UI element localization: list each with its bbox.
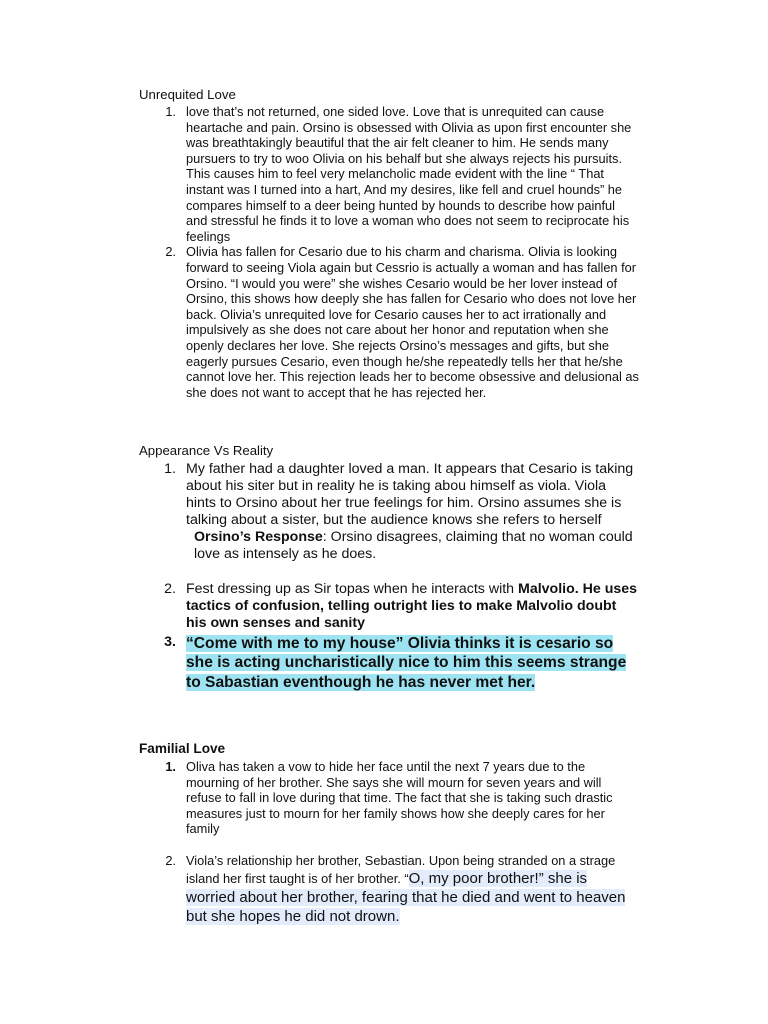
section-title: Familial Love [139,741,226,756]
list-item-note [186,529,639,563]
list-item-text [186,461,639,529]
text-run: Oliva has taken a vow to hide her face until the next 7 years due to the mourning of her brother. She says she will mourn for seven years and will refuse to fall in love during that time. The fact that she is taking such drastic measures just to mourn for her family shows how she deeply cares for her family [186,759,613,837]
list-number: 2. [165,852,176,868]
list-item-text [186,244,639,400]
bold-text: Malvolio. He uses tactics of confusion, telling outright lies to make Malvolio doubt his own senses and sanity [186,581,638,631]
list-item [139,581,639,632]
section-title: Unrequited Love [139,87,236,102]
list-item [139,244,639,400]
list-item [139,634,639,692]
section-unrequited-love [139,87,639,400]
section-appearance-vs-reality [139,443,639,692]
section-familial-love [139,741,639,926]
text-run: My father had a daughter loved a man. It appears that Cesario is taking about his siter but in reality he is taking abou himself as viola. Viola hints to Orsino about her true feelings for him. Orsino assumes she is talking about a sister, but the audience knows she refers to herself [186,461,634,528]
list-item-text [186,634,639,692]
list-item [139,104,639,244]
text-run: Olivia has fallen for Cesario due to his charm and charisma. Olivia is looking forward to seeing Viola again but Cessrio is actually a woman and has fallen for Orsino. “I would you were” she wishes Cesario would be her lover instead of Orsino, this shows how deeply she has fallen for Cesario who does not love her back. Olivia’s unrequited love for Cesario causes her to act irrationally and impulsively as she does not care about her honor and reputation when she openly declares her love. She rejects Orsino’s messages and gifts, but she eagerly pursues Cesario, even though he/she repeatedly tells her that he/she cannot love her. This rejection leads her to become obsessive and delusional as she does not want to accept that he has rejected her. [186,244,639,400]
list-item [139,461,639,563]
text-run: Fest dressing up as Sir topas when he interacts with [186,581,518,597]
list [139,104,639,400]
list-item-text [186,581,639,632]
section-title: Appearance Vs Reality [139,443,274,458]
list [139,759,639,926]
list-number: 1. [165,759,176,774]
list-number: 1. [165,104,176,119]
text-run: love that’s not returned, one sided love. Love that is unrequited can cause heartache and pain. Orsino is obsessed with Olivia as upon first encounter she was breathtakingly beautiful that the air felt cleaner to him. He sends many pursuers to try to woo Olivia on his behalf but she always rejects his pursuits. This causes him to feel very melancholic made evident with the line “ That instant was I turned into a hart, And my desires, like fell and cruel hounds” he compares himself to a deer being hunted by hounds to describe how painful and stressful he finds it to love a woman who does not seem to reciprocate his feelings [186,104,632,244]
numbered-list [139,759,639,926]
bold-text: Orsino’s Response [194,529,323,545]
list-item [139,759,639,837]
list-number: 1. [164,461,176,477]
text-run: Viola’s relationship her brother, Sebastian. Upon being stranded on a strage island her first taught is of her brother. “ [186,852,616,886]
list-number: 2. [164,581,176,597]
list-number: 2. [165,244,176,260]
list [139,461,639,692]
highlighted-text: “Come with me to my house” Olivia thinks it is cesario so she is acting uncharistically nice to him this seems strange to Sabastian eventhough he has never met her. [186,635,627,691]
numbered-list [139,104,639,400]
list-item-text [186,104,639,244]
numbered-list [139,461,639,692]
list-number: 3. [164,634,176,650]
text-run: O, my poor brother!” she is worried about her brother, fearing that he died and went to heaven but she hopes he did not drown. [186,869,626,925]
list-item-text [186,853,639,926]
list-item [139,853,639,926]
list-item-text [186,759,639,837]
text-run: : Orsino disagrees, claiming that no woman could love as intensely as he does. [194,529,633,562]
